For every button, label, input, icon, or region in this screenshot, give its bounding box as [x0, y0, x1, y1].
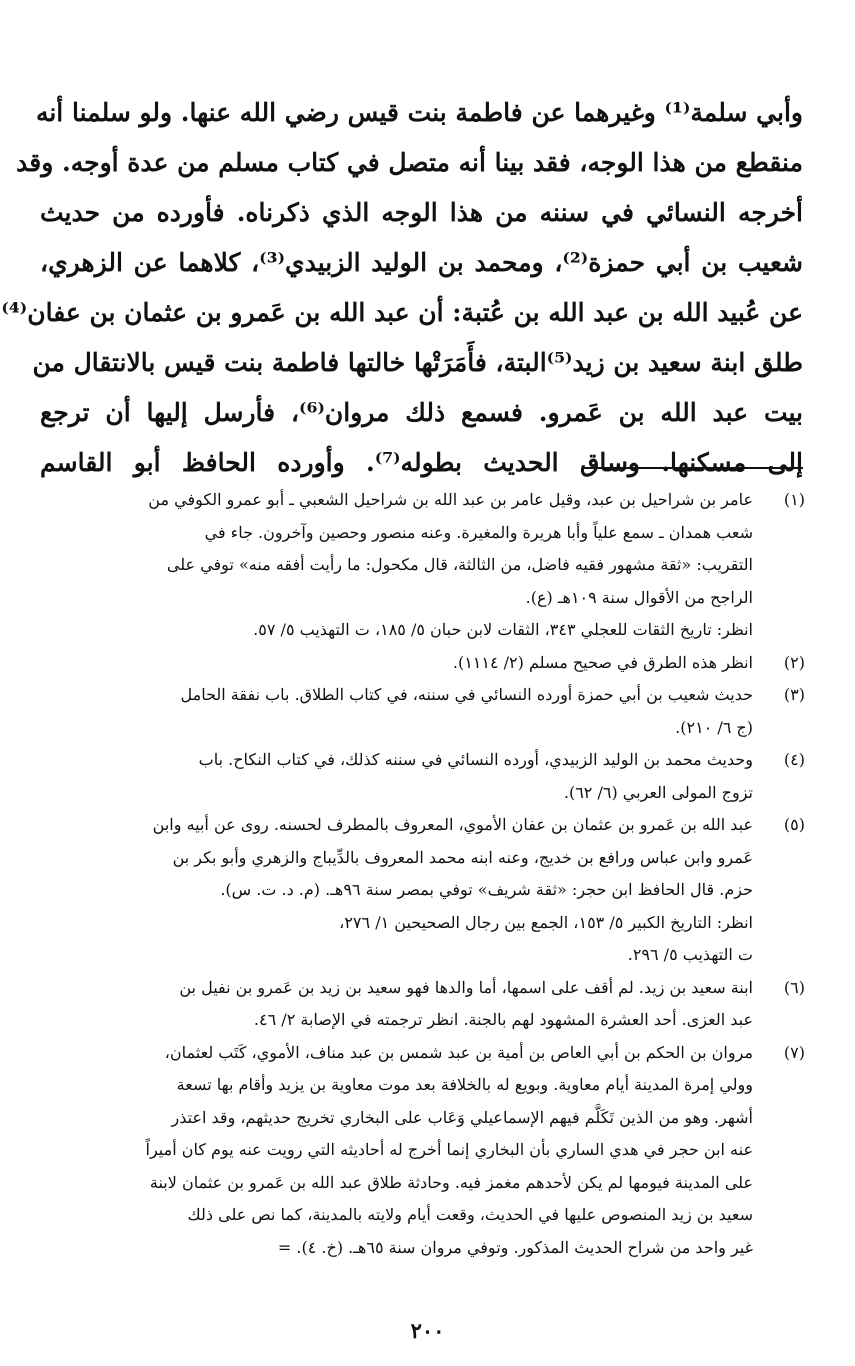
footnote-line: عبد العزى. أحد العشرة المشهود لهم بالجنة. انظر ترجمته في الإصابة ٢/ ٤٦.: [253, 1010, 753, 1029]
footnote-line: عبد الله بن عَمرو بن عثمان بن عفان الأموي، المعروف بالمطرف لحسنه. روى عن أبيه وابن: [152, 815, 753, 834]
footnote-line: انظر: التاريخ الكبير ٥/ ١٥٣، الجمع بين رجال الصحيحين ١/ ٢٧٦،: [339, 912, 753, 932]
footnote: [40, 744, 805, 809]
footnote-line: حديث شعيب بن أبي حمزة أورده النسائي في سننه، في كتاب الطلاق. باب نفقة الحامل: [180, 685, 753, 704]
footnote-number: (٤): [783, 750, 805, 769]
footnote-number: (٥): [783, 815, 805, 834]
footnote: [40, 972, 805, 1037]
footnote-line: أشهر. وهو من الذين تَكَلَّم فيهم الإسماعيلي وَعَاب على البخاري تخريج حديثهم، وقد اعتذر: [171, 1107, 753, 1127]
footnote: [40, 1037, 805, 1265]
footnote-line: عَمرو وابن عباس ورافع بن خديج، وعنه ابنه محمد المعروف بالدِّيباج والزهري وأبو بكر بن: [172, 847, 753, 867]
footnote-number: (٣): [783, 685, 805, 704]
main-text-line: أخرجه النسائي في سننه من هذا الوجه الذي ذكرناه. فأورده من حديث: [40, 198, 803, 227]
main-text-line: إلى مسكنها. وساق الحديث بطوله⁽⁷⁾. وأورده الحافظ أبو القاسم: [40, 448, 803, 477]
footnote-line: عنه ابن حجر في هدي الساري بأن البخاري إنما أخرج له أحاديثه التي رويت عنه يوم كان أميراً: [145, 1140, 753, 1159]
footnote-number: (١): [783, 490, 805, 509]
main-text: [1, 88, 803, 488]
footnote-line: عامر بن شراحيل بن عبد، وقيل عامر بن عبد الله بن شراحيل الشعبي ـ أبو عمرو الكوفي من: [148, 490, 753, 509]
footnote-line: على المدينة فيومها لم يكن لأحدهم مغمز فيه. وحادثة طلاق عبد الله بن عَمرو بن عثمان لابنة: [149, 1172, 753, 1192]
footnote-line: الراجح من الأقوال سنة ١٠٩هـ (ع).: [525, 587, 753, 607]
footnote-number: (٧): [783, 1042, 805, 1062]
footnote-line: وولي إمرة المدينة أيام معاوية. وبويع له بالخلافة بعد موت معاوية بن يزيد وأقام بها تسعة: [176, 1075, 753, 1094]
main-text-line: منقطع من هذا الوجه، فقد بينا أنه متصل في كتاب مسلم من عدة أوجه. وقد: [16, 148, 803, 177]
footnote-line: ابنة سعيد بن زيد. لم أقف على اسمها، أما والدها فهو سعيد بن زيد بن عَمرو بن نفيل بن: [179, 977, 753, 997]
footnote-line: مروان بن الحكم بن أبي العاص بن أمية بن عبد شمس بن عبد مناف، الأموي، كَتَب لعثمان،: [164, 1042, 753, 1062]
footnote-line: وحديث محمد بن الوليد الزبيدي، أورده النسائي في سننه كذلك، في كتاب النكاح. باب: [198, 750, 753, 769]
footnote-separator: [583, 467, 803, 469]
footnote: [40, 647, 805, 680]
footnote-line: حزم. قال الحافظ ابن حجر: «ثقة شريف» توفي بمصر سنة ٩٦هـ. (م. د. ت. س).: [220, 880, 753, 899]
footnote-line: التقريب: «ثقة مشهور فقيه فاضل، من الثالثة، قال مكحول: ما رأيت أفقه منه» توفي على: [166, 555, 753, 574]
page-number: ٢٠٠: [410, 1318, 445, 1343]
footnote-line: شعب همدان ـ سمع علياً وأبا هريرة والمغيرة. وعنه منصور وحصين وآخرون. جاء في: [204, 522, 753, 542]
footnote: [40, 484, 805, 647]
footnote-line: تزوج المولى العربي (٦/ ٦٢).: [563, 782, 753, 802]
footnotes: [40, 484, 805, 1264]
main-text-line: طلق ابنة سعيد بن زيد⁽⁵⁾البتة، فأَمَرَتْها خالتها فاطمة بنت قيس بالانتقال من: [32, 348, 803, 377]
footnote-line: سعيد بن زيد المنصوص عليها في الحديث، وقعت أيام ولايته بالمدينة، كما نص على ذلك: [187, 1205, 753, 1224]
footnote-line: ت التهذيب ٥/ ٢٩٦.: [627, 945, 753, 964]
footnote: [40, 679, 805, 744]
main-text-line: وأبي سلمة⁽¹⁾ وغيرهما عن فاطمة بنت قيس رضي الله عنها. ولو سلمنا أنه: [35, 98, 803, 127]
main-text-line: بيت عبد الله بن عَمرو. فسمع ذلك مروان⁽⁶⁾، فأرسل إليها أن ترجع: [40, 398, 803, 427]
footnote-line: غير واحد من شراح الحديث المذكور. وتوفي مروان سنة ٦٥هـ. (خ. ٤). =: [277, 1237, 753, 1257]
footnote: [40, 809, 805, 972]
footnote-number: (٦): [783, 977, 805, 997]
footnote-number: (٢): [783, 652, 805, 672]
footnote-line: (ج ٦/ ٢١٠).: [675, 717, 753, 737]
main-text-line: شعيب بن أبي حمزة⁽²⁾، ومحمد بن الوليد الزبيدي⁽³⁾، كلاهما عن الزهري،: [40, 248, 803, 277]
footnote-line: انظر: تاريخ الثقات للعجلي ٣٤٣، الثقات لابن حبان ٥/ ١٨٥، ت التهذيب ٥/ ٥٧.: [253, 620, 753, 639]
footnote-line: انظر هذه الطرق في صحيح مسلم (٢/ ١١١٤).: [452, 652, 753, 672]
main-text-line: عن عُبيد الله بن عبد الله بن عُتبة: أن عبد الله بن عَمرو بن عثمان بن عفان⁽⁴⁾: [1, 298, 803, 327]
